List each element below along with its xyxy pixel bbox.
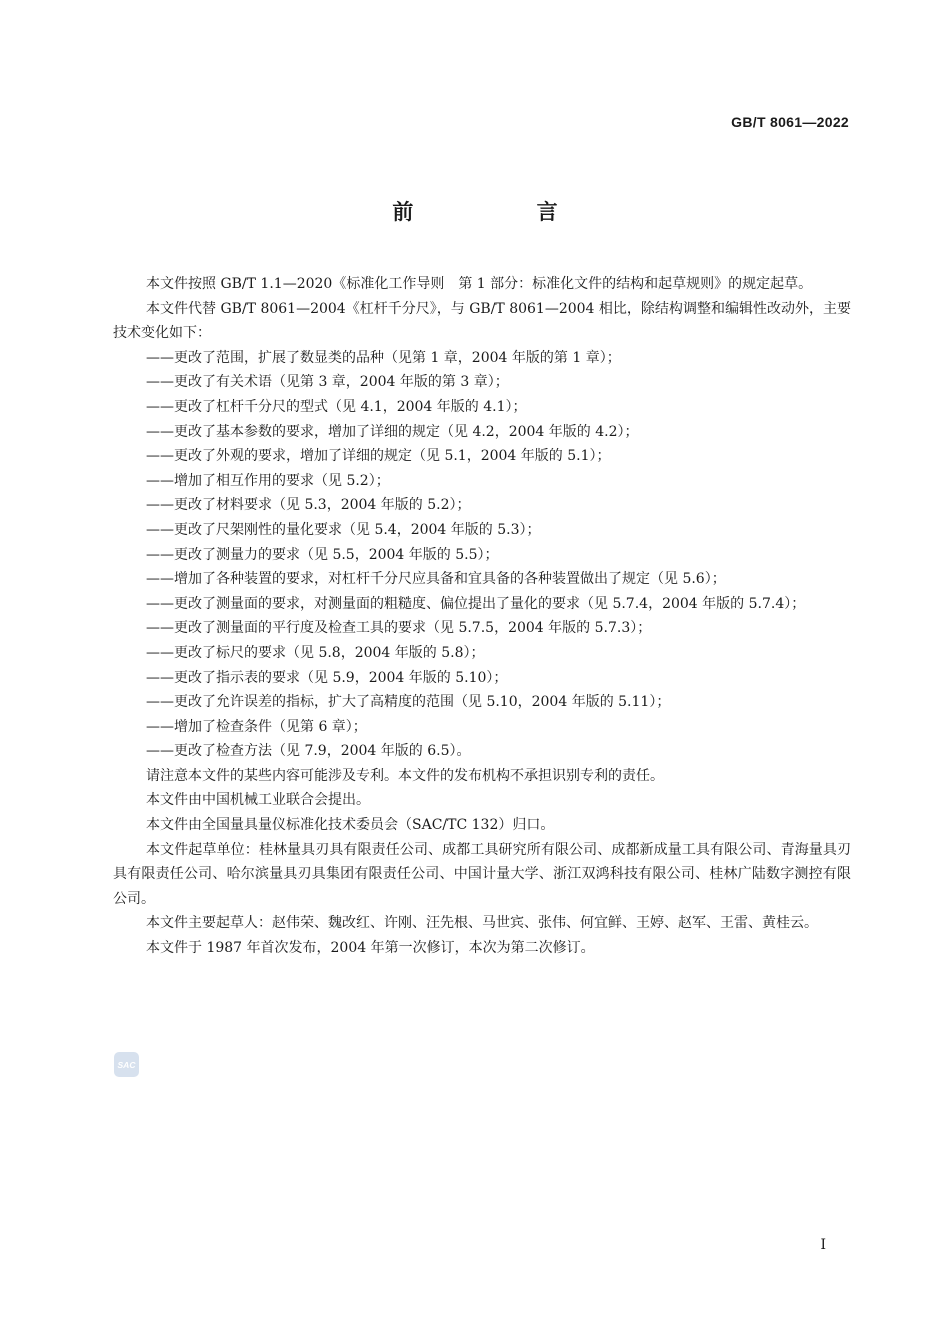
intro-paragraph: 本文件代替 GB/T 8061—2004《杠杆千分尺》，与 GB/T 8061—2004 相比，除结构调整和编辑性改动外，主要技术变化如下：: [113, 300, 851, 342]
drafting-units-paragraph: 本文件起草单位：桂林量具刃具有限责任公司、成都工具研究所有限公司、成都新成量工具有限公司、青海量具刃具有限责任公司、哈尔滨量具刃具集团有限责任公司、中国计量大学、浙江双鸿科技有限公司、桂林广陆数字测控有限公司。: [113, 841, 851, 907]
change-list: [113, 346, 851, 764]
change-item: ——增加了各种装置的要求，对杠杆千分尺应具备和宜具备的各种装置做出了规定（见 5.6）；: [146, 571, 726, 588]
standard-code: GB/T 8061—2022: [731, 114, 849, 130]
change-item: ——增加了相互作用的要求（见 5.2）；: [146, 472, 390, 489]
patent-notice: 请注意本文件的某些内容可能涉及专利。本文件的发布机构不承担识别专利的责任。: [146, 767, 664, 784]
history-paragraph: 本文件于 1987 年首次发布，2004 年第一次修订，本次为第二次修订。: [146, 940, 595, 957]
document-body: [113, 272, 851, 961]
proposer-paragraph: 本文件由中国机械工业联合会提出。: [146, 792, 370, 809]
change-item: ——更改了外观的要求，增加了详细的规定（见 5.1，2004 年版的 5.1）；: [146, 448, 611, 465]
change-item: ——更改了材料要求（见 5.3，2004 年版的 5.2）；: [146, 497, 471, 514]
intro-paragraph: 本文件按照 GB/T 1.1—2020《标准化工作导则 第 1 部分：标准化文件的结构和起草规则》的规定起草。: [146, 276, 813, 292]
change-item: ——更改了测量面的平行度及检查工具的要求（见 5.7.5，2004 年版的 5.7.3）；: [146, 620, 652, 637]
change-item: ——更改了杠杆千分尺的型式（见 4.1，2004 年版的 4.1）；: [146, 398, 527, 415]
change-item: ——增加了检查条件（见第 6 章）；: [146, 718, 367, 735]
sac-logo-icon: [113, 1051, 140, 1078]
change-item: ——更改了允许误差的指标，扩大了高精度的范围（见 5.10，2004 年版的 5.11）；: [146, 694, 671, 711]
change-item: ——更改了检查方法（见 7.9，2004 年版的 6.5）。: [146, 743, 471, 760]
change-item: ——更改了范围，扩展了数显类的品种（见第 1 章，2004 年版的第 1 章）；: [146, 349, 621, 366]
change-item: ——更改了有关术语（见第 3 章，2004 年版的第 3 章）；: [146, 374, 509, 391]
change-item: ——更改了尺架刚性的量化要求（见 5.4，2004 年版的 5.3）；: [146, 521, 541, 538]
change-item: ——更改了基本参数的要求，增加了详细的规定（见 4.2，2004 年版的 4.2）；: [146, 423, 639, 440]
change-item: ——更改了指示表的要求（见 5.9，2004 年版的 5.10）；: [146, 669, 508, 686]
page-number: I: [820, 1237, 826, 1253]
page-title: 前 言: [392, 200, 616, 224]
change-item: ——更改了测量力的要求（见 5.5，2004 年版的 5.5）；: [146, 546, 499, 563]
administrator-paragraph: 本文件由全国量具量仪标准化技术委员会（SAC/TC 132）归口。: [146, 817, 555, 834]
change-item: ——更改了测量面的要求，对测量面的粗糙度、偏位提出了量化的要求（见 5.7.4，2004 年版的 5.7.4）；: [146, 595, 806, 612]
drafters-paragraph: 本文件主要起草人：赵伟荣、魏改红、许刚、汪先根、马世宾、张伟、何宜鲜、王婷、赵军、王雷、黄桂云。: [146, 915, 818, 932]
sac-logo-text: SAC: [117, 1060, 136, 1070]
change-item: ——更改了标尺的要求（见 5.8，2004 年版的 5.8）；: [146, 644, 485, 661]
